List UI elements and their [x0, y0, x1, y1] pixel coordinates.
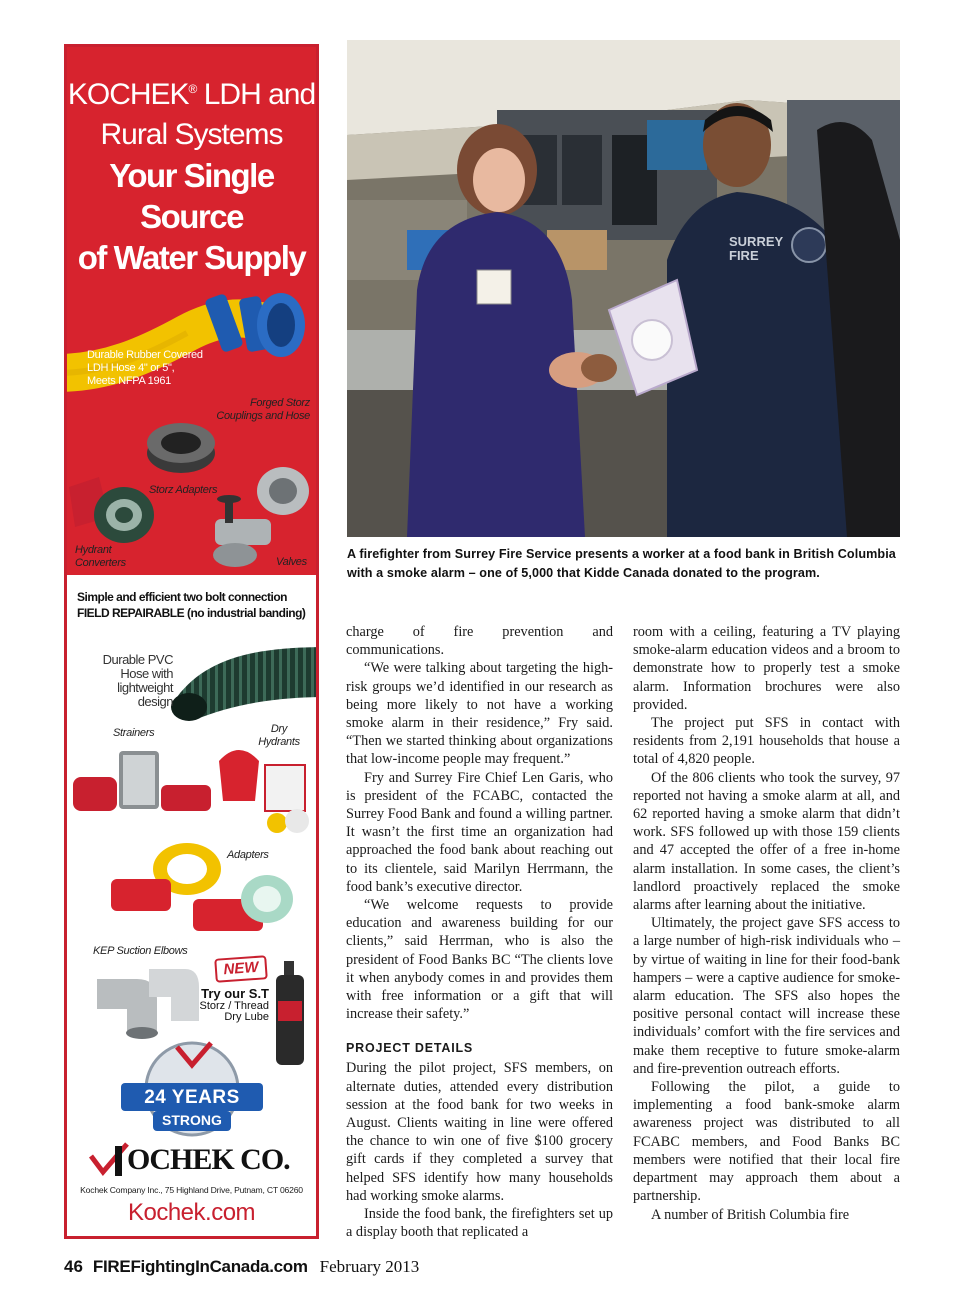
ad-address: Kochek Company Inc., 75 Highland Drive, Putnam, CT 06260 — [80, 1185, 303, 1195]
two-bolt-connection-line: Simple and efficient two bolt connection — [77, 590, 288, 604]
paragraph: Following the pilot, a guide to implementing a food bank-smoke alarm awareness project was distributed to all FCABC members, and Food Banks BC members were notified that their local fire department may approach them about a partnership. — [633, 1079, 900, 1205]
page-number: 46 — [64, 1257, 83, 1276]
valves-label: Valves — [276, 556, 307, 568]
issue-date: February 2013 — [319, 1257, 420, 1276]
section-subhead: PROJECT DETAILS — [346, 1041, 474, 1056]
footer-website[interactable]: FIREFightingInCanada.com — [92, 1257, 308, 1276]
years-number: 24 YEARS — [144, 1087, 240, 1108]
suction-elbows-image — [87, 959, 207, 1041]
hose-label: Durable Rubber Covered LDH Hose 4" or 5", Meets NFPA 1961 — [87, 349, 203, 387]
storz-adapters-label: Storz Adapters — [149, 484, 218, 496]
article-column-2 — [633, 623, 900, 1224]
paragraph: During the pilot project, SFS members, on alternate duties, attended every distribution session at the food bank for two weeks in August. Clients waiting in line were offered the chance to win one of five $100 grocery gift cards if they completed a survey that helped SFS identify how many households had working smoke alarms. — [346, 1060, 613, 1204]
storz-couplings-label: Forged Storz Couplings and Hose — [216, 397, 310, 422]
paragraph: Of the 806 clients who took the survey, 97 reported not having a smoke alarm at all, and 62 reported having a smoke alarm that didn’t work. SFS followed up with those 159 clients and 47 accepted the offer of a free in-home alarm installation. In some cases, the client’s landlord proactively replaced the smoke alarms after learning about the initiative. — [633, 769, 900, 914]
hydrant-converters-label: Hydrant Converters — [75, 544, 126, 569]
jacket-text-fire: FIRE — [729, 248, 759, 263]
valve-image — [205, 461, 315, 571]
new-badge: NEW — [214, 955, 268, 983]
hydrant-converter-image — [69, 457, 161, 547]
pvc-hose-image — [167, 627, 316, 722]
paragraph: Fry and Surrey Fire Chief Len Garis, who is president of the FCABC, contacted the Surrey Food Bank and found a willing partner. It wasn’t the first time an organization had approached the food bank about reaching out to its clientele, said Marilyn Herrmann, the food bank’s executive director. — [346, 769, 613, 895]
paragraph: Ultimately, the project gave SFS access to a large number of high-risk individuals who – by virtue of waiting in line for their food-bank hampers – were a captive audience for smoke-alarm education. The SFS also hopes the positive personal contact will increase these individuals’ comfort with the fire services and make them receptive to future smoke-alarm and fire-prevention outreach efforts. — [633, 915, 900, 1077]
paragraph: The project put SFS in contact with residents from 2,191 households that house a total of 4,820 people. — [633, 715, 900, 768]
paragraph: room with a ceiling, featuring a TV playing smoke-alarm education videos and a broom to demonstrate how to properly test a smoke alarm. Information brochures were also provided. — [633, 624, 900, 713]
photo-caption: A firefighter from Surrey Fire Service presents a worker at a food bank in British Columbia with a smoke alarm – one of 5,000 that Kidde Canada donated to the program. — [347, 547, 896, 580]
kochek-advertisement[interactable] — [64, 44, 319, 1239]
article-photo — [347, 40, 900, 537]
dry-lube-text: Try our S.T Storz / Thread Dry Lube — [199, 986, 269, 1023]
years-strong: STRONG — [162, 1112, 222, 1128]
paragraph: charge of fire prevention and communications. — [346, 624, 613, 659]
strainers-label: Strainers — [113, 727, 155, 739]
strainers-and-hydrants-image — [69, 741, 315, 841]
kochek-company-logo: OCHEK CO. — [87, 1142, 302, 1178]
adapters-image — [97, 839, 315, 939]
dry-hydrants-label: Dry Hydrants — [258, 723, 300, 748]
article-column-1 — [346, 623, 613, 1242]
page-footer — [64, 1257, 419, 1277]
paragraph: Inside the food bank, the firefighters set up a display booth that replicated a — [346, 1206, 613, 1241]
adapters-label: Adapters — [227, 849, 269, 861]
field-repairable-line: FIELD REPAIRABLE (no industrial banding) — [77, 606, 306, 620]
ad-headline: KOCHEK® LDH and Rural Systems Your Single Source of Water Supply — [67, 78, 316, 276]
lube-bottle-image — [272, 961, 308, 1067]
paragraph: “We welcome requests to provide education and awareness building for our clients,” said Herrman, who is also the president of Food Banks BC “The clients love it when anybody comes in and provides them with free information or a gift that will increase their safety.” — [346, 897, 613, 1023]
ad-website-link[interactable]: Kochek.com — [127, 1199, 256, 1226]
paragraph: “We were talking about targeting the high-risk groups we’d identified in our research as being more likely to not have a working smoke alarm in their residence,” Fry said. “Then we started thinking about organizations that low-income people may frequent.” — [346, 660, 613, 768]
jacket-text-surrey: SURREY — [729, 234, 784, 249]
paragraph: A number of British Columbia fire — [651, 1206, 850, 1223]
pvc-hose-label: Durable PVC Hose with lightweight design — [102, 652, 173, 709]
kep-suction-elbows-label: KEP Suction Elbows — [93, 945, 188, 957]
